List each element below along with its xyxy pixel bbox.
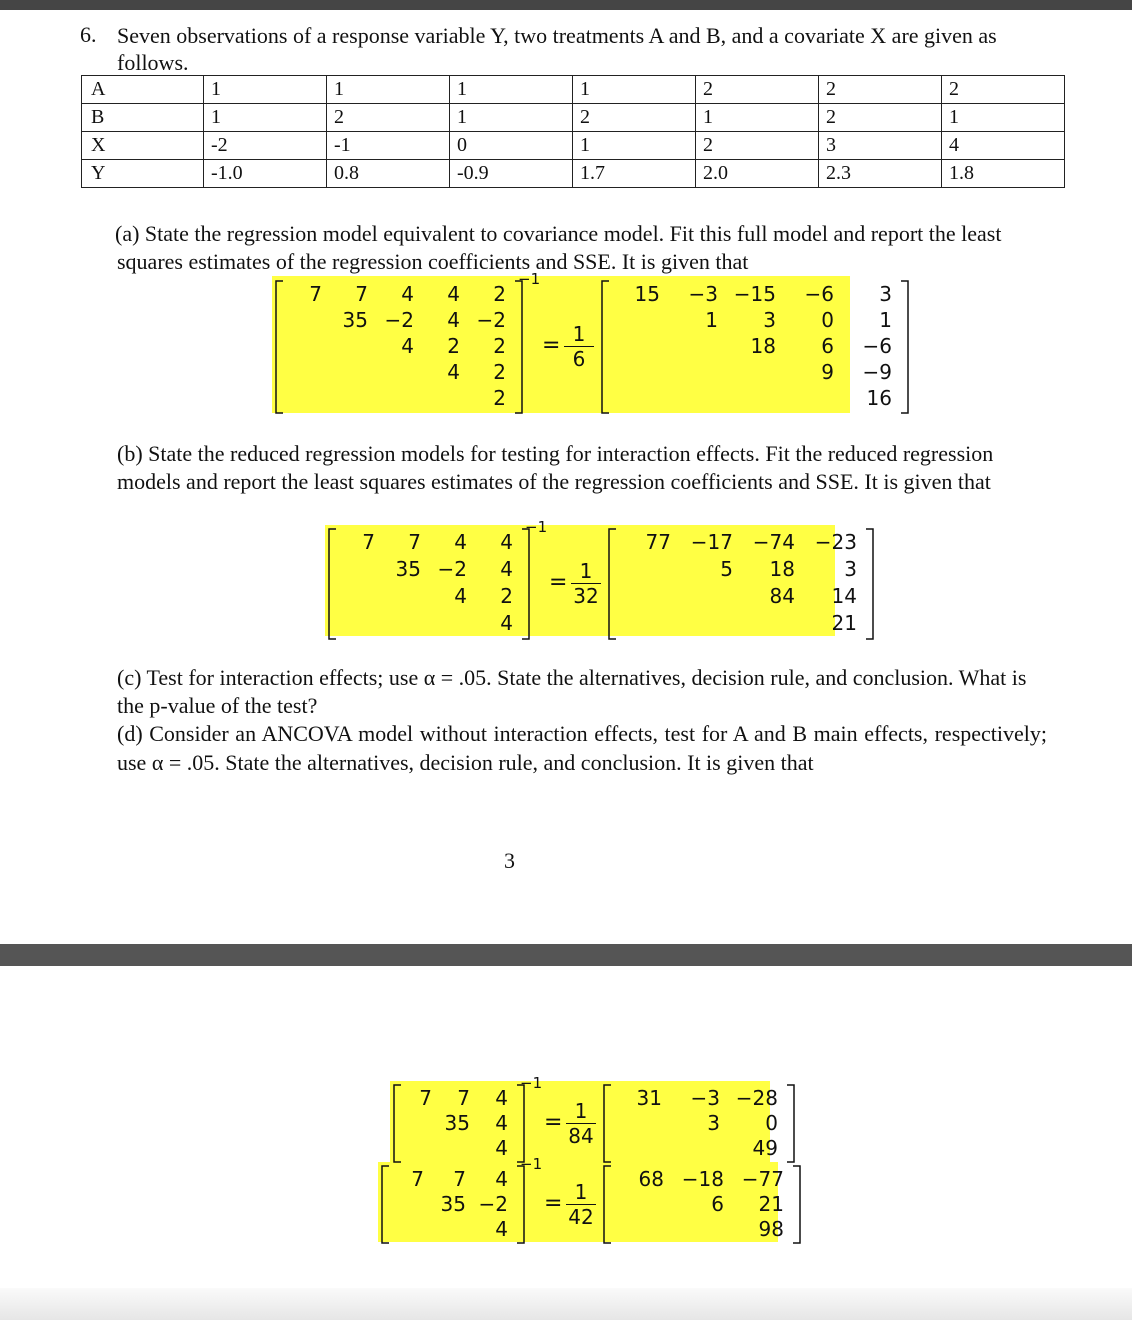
matrix-entry: 49 bbox=[752, 1136, 778, 1160]
matrix-entry: 7 bbox=[408, 530, 421, 554]
matrix-entry: 3 bbox=[707, 1111, 720, 1135]
inverse-exponent: −1 bbox=[520, 1074, 543, 1092]
matrix-entry: −2 bbox=[476, 308, 506, 332]
matrix-entry: −23 bbox=[814, 530, 857, 554]
matrix-entry: 7 bbox=[453, 1167, 466, 1191]
fraction-denominator: 42 bbox=[568, 1204, 594, 1229]
table-cell: 1.7 bbox=[573, 160, 696, 188]
matrix-entry: 77 bbox=[645, 530, 671, 554]
table-cell: 1 bbox=[450, 104, 573, 132]
matrix-entry: 35 bbox=[395, 557, 421, 581]
matrix-entry: 16 bbox=[866, 386, 892, 410]
table-cell: 1 bbox=[204, 104, 327, 132]
matrix-entry: 4 bbox=[401, 334, 414, 358]
matrix-entry: −6 bbox=[804, 282, 834, 306]
matrix-entry: −9 bbox=[862, 360, 892, 384]
matrix-entry: 4 bbox=[454, 584, 467, 608]
matrix-entry: 1 bbox=[879, 308, 892, 332]
matrix-entry: 15 bbox=[634, 282, 660, 306]
table-cell: 4 bbox=[942, 132, 1065, 160]
table-cell: 0.8 bbox=[327, 160, 450, 188]
matrix-entry: 2 bbox=[447, 334, 460, 358]
matrix-entry: 35 bbox=[342, 308, 368, 332]
right-bracket bbox=[516, 1165, 526, 1244]
matrix-entry: −2 bbox=[437, 557, 467, 581]
right-bracket bbox=[786, 1084, 796, 1163]
table-cell: 2 bbox=[696, 132, 819, 160]
table-row bbox=[82, 76, 1065, 104]
table-cell: 1 bbox=[573, 132, 696, 160]
table-cell: -2 bbox=[204, 132, 327, 160]
table-cell: 0 bbox=[450, 132, 573, 160]
right-bracket bbox=[516, 1084, 526, 1163]
part-a-text: (a) State the regression model equivalent to covariance model. Fit this full model and report the least squares estimates of the regression coefficients and SSE. It is given that bbox=[115, 221, 1002, 274]
matrix-entry: 84 bbox=[769, 584, 795, 608]
table-cell: -1.0 bbox=[204, 160, 327, 188]
table-cell: 2.3 bbox=[819, 160, 942, 188]
matrix-entry: 4 bbox=[401, 282, 414, 306]
table-row bbox=[82, 132, 1065, 160]
table-cell: 2 bbox=[819, 76, 942, 104]
matrix-entry: 7 bbox=[355, 282, 368, 306]
matrix-entry: 31 bbox=[636, 1086, 662, 1110]
matrix-entry: 35 bbox=[444, 1111, 470, 1135]
part-b-text: (b) State the reduced regression models for testing for interaction effects. Fit the reduced regression models and report the least squares estimates of the regression coefficients and SSE. It is given that bbox=[117, 441, 994, 494]
matrix-entry: 7 bbox=[362, 530, 375, 554]
matrix-entry: 35 bbox=[440, 1192, 466, 1216]
part-d-text: (d) Consider an ANCOVA model without interaction effects, test for A and B main effects, respectively; use α = .05. State the alternatives, decision rule, and conclusion. It is given that bbox=[117, 721, 1047, 775]
matrix-entry: 5 bbox=[720, 557, 733, 581]
matrix-entry: −74 bbox=[752, 530, 795, 554]
matrix-entry: 2 bbox=[493, 386, 506, 410]
table-row bbox=[82, 104, 1065, 132]
table-cell: -1 bbox=[327, 132, 450, 160]
matrix-entry: 4 bbox=[500, 530, 513, 554]
equals-sign: = bbox=[544, 1190, 563, 1216]
table-cell: 1 bbox=[327, 76, 450, 104]
matrix-entry: 98 bbox=[758, 1217, 784, 1241]
viewer-bottom-area bbox=[0, 1288, 1132, 1320]
fraction-numerator: 1 bbox=[574, 1098, 588, 1123]
matrix-entry: 6 bbox=[821, 334, 834, 358]
matrix-entry: 0 bbox=[765, 1111, 778, 1135]
matrix-entry: 18 bbox=[750, 334, 776, 358]
matrix-entry: 3 bbox=[844, 557, 857, 581]
matrix-entry: −6 bbox=[862, 334, 892, 358]
matrix-entry: 9 bbox=[821, 360, 834, 384]
matrix-entry: 0 bbox=[821, 308, 834, 332]
table-cell: 1 bbox=[942, 104, 1065, 132]
matrix-entry: 3 bbox=[763, 308, 776, 332]
fraction-denominator: 84 bbox=[568, 1123, 594, 1148]
matrix-entry: 4 bbox=[447, 360, 460, 384]
matrix-entry: 4 bbox=[495, 1167, 508, 1191]
matrix-entry: 4 bbox=[447, 308, 460, 332]
fraction-numerator: 1 bbox=[574, 1179, 588, 1204]
fraction bbox=[566, 1100, 596, 1147]
matrix-entry: 7 bbox=[309, 282, 322, 306]
matrix-entry: 2 bbox=[493, 360, 506, 384]
table-cell: 2 bbox=[327, 104, 450, 132]
matrix-entry: −2 bbox=[384, 308, 414, 332]
right-bracket bbox=[521, 528, 531, 640]
matrix-entry: 18 bbox=[769, 557, 795, 581]
matrix-entry: 1 bbox=[705, 308, 718, 332]
fraction bbox=[571, 560, 601, 607]
fraction-denominator: 6 bbox=[572, 347, 586, 371]
matrix-entry: 4 bbox=[447, 282, 460, 306]
equals-sign: = bbox=[542, 333, 561, 358]
fraction-numerator: 1 bbox=[572, 322, 586, 346]
matrix-entry: 2 bbox=[500, 584, 513, 608]
matrix-entry: 68 bbox=[638, 1167, 664, 1191]
row-label: B bbox=[82, 104, 204, 132]
equals-sign: = bbox=[544, 1109, 563, 1135]
equals-sign: = bbox=[549, 570, 568, 595]
right-bracket bbox=[514, 280, 524, 414]
row-label: X bbox=[82, 132, 204, 160]
matrix-entry: −3 bbox=[690, 1086, 720, 1110]
observation-table bbox=[81, 75, 1065, 188]
fraction-denominator: 32 bbox=[573, 584, 599, 608]
matrix-entry: −28 bbox=[735, 1086, 778, 1110]
matrix-entry: 7 bbox=[457, 1086, 470, 1110]
matrix-entry: 14 bbox=[831, 584, 857, 608]
part-c-text: (c) Test for interaction effects; use α = .05. State the alternatives, decision rule, and conclusion. What is the p-value of the test? bbox=[117, 665, 1027, 718]
matrix-entry: 2 bbox=[493, 334, 506, 358]
matrix-entry: 4 bbox=[454, 530, 467, 554]
matrix-entry: −18 bbox=[681, 1167, 724, 1191]
table-cell: 1.8 bbox=[942, 160, 1065, 188]
page-number: 3 bbox=[504, 848, 515, 873]
table-cell: 1 bbox=[204, 76, 327, 104]
matrix-entry: −15 bbox=[733, 282, 776, 306]
matrix-entry: 2 bbox=[493, 282, 506, 306]
matrix-entry: 7 bbox=[411, 1167, 424, 1191]
table-cell: 1 bbox=[573, 76, 696, 104]
table-row bbox=[82, 160, 1065, 188]
right-bracket bbox=[865, 528, 875, 640]
right-bracket bbox=[900, 280, 910, 414]
inverse-exponent: −1 bbox=[518, 270, 541, 288]
matrix-entry: 4 bbox=[500, 557, 513, 581]
table-cell: 2 bbox=[942, 76, 1065, 104]
table-cell: 1 bbox=[696, 104, 819, 132]
right-bracket bbox=[792, 1165, 802, 1244]
matrix-entry: 4 bbox=[495, 1111, 508, 1135]
matrix-entry: 4 bbox=[495, 1136, 508, 1160]
table-cell: 2 bbox=[819, 104, 942, 132]
question-number: 6. bbox=[80, 22, 97, 47]
fraction bbox=[564, 323, 594, 370]
table-cell: 1 bbox=[450, 76, 573, 104]
table-cell: -0.9 bbox=[450, 160, 573, 188]
fraction bbox=[566, 1181, 596, 1228]
matrix-entry: −17 bbox=[690, 530, 733, 554]
table-cell: 3 bbox=[819, 132, 942, 160]
matrix-entry: 4 bbox=[500, 611, 513, 635]
matrix-entry: −77 bbox=[741, 1167, 784, 1191]
page-separator bbox=[0, 944, 1132, 966]
matrix-entry: 6 bbox=[711, 1192, 724, 1216]
matrix-entry: 7 bbox=[419, 1086, 432, 1110]
fraction-numerator: 1 bbox=[579, 559, 593, 583]
table-cell: 2 bbox=[573, 104, 696, 132]
table-cell: 2 bbox=[696, 76, 819, 104]
viewer-top-bar bbox=[0, 0, 1132, 10]
row-label: Y bbox=[82, 160, 204, 188]
matrix-entry: 21 bbox=[758, 1192, 784, 1216]
matrix-entry: 21 bbox=[831, 611, 857, 635]
matrix-entry: −2 bbox=[478, 1192, 508, 1216]
question-text: Seven observations of a response variable Y, two treatments A and B, and a covariate X are given as follows. bbox=[117, 23, 997, 75]
matrix-entry: −3 bbox=[688, 282, 718, 306]
table-cell: 2.0 bbox=[696, 160, 819, 188]
row-label: A bbox=[82, 76, 204, 104]
matrix-entry: 4 bbox=[495, 1086, 508, 1110]
matrix-entry: 4 bbox=[495, 1217, 508, 1241]
inverse-exponent: −1 bbox=[525, 518, 548, 536]
matrix-entry: 3 bbox=[879, 282, 892, 306]
inverse-exponent: −1 bbox=[520, 1155, 543, 1173]
